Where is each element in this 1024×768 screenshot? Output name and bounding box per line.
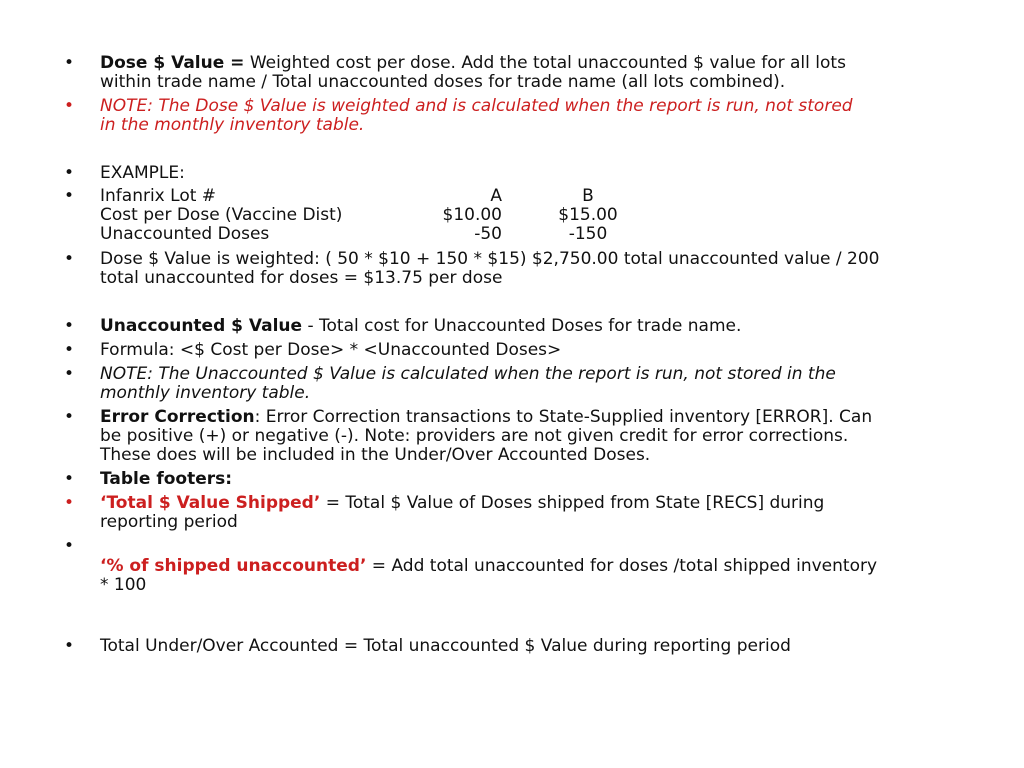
pct-unaccounted-text bbox=[100, 557, 970, 595]
example-row-3-label: Unaccounted Doses bbox=[100, 224, 270, 244]
error-correction-term: Error Correction bbox=[100, 407, 255, 427]
error-correction-text bbox=[100, 408, 970, 465]
unaccounted-value-term: Unaccounted $ Value bbox=[100, 316, 303, 336]
note1-line2: in the monthly inventory table. bbox=[100, 115, 365, 135]
total-shipped-line2: reporting period bbox=[100, 512, 238, 532]
note1-text bbox=[100, 97, 970, 135]
error-correction-line2: be positive (+) or negative (-). Note: providers are not given credit for error corrections. bbox=[100, 426, 849, 446]
pct-unaccounted-line2: * 100 bbox=[100, 575, 147, 595]
pct-unaccounted-line1: = Add total unaccounted for doses /total shipped inventory bbox=[366, 556, 878, 576]
formula-text: Formula: <$ Cost per Dose> * <Unaccounted Doses> bbox=[100, 340, 562, 360]
total-shipped-line1: = Total $ Value of Doses shipped from State [RECS] during bbox=[320, 493, 825, 513]
dose-value-line2: within trade name / Total unaccounted doses for trade name (all lots combined). bbox=[100, 72, 786, 92]
bullet-marker: • bbox=[64, 536, 75, 556]
note2-line2: monthly inventory table. bbox=[100, 383, 311, 403]
error-correction-line3: These does will be included in the Under/Over Accounted Doses. bbox=[100, 445, 651, 465]
bullet-marker: • bbox=[64, 249, 75, 269]
dose-value-line1: Weighted cost per dose. Add the total unaccounted $ value for all lots bbox=[244, 53, 846, 73]
weighted-line1: Dose $ Value is weighted: ( 50 * $10 + 150 * $15) $2,750.00 total unaccounted value / 200 bbox=[100, 249, 880, 269]
total-shipped-text bbox=[100, 494, 970, 532]
example-row-1-b: B bbox=[582, 186, 594, 206]
bullet-marker: • bbox=[64, 636, 75, 656]
unaccounted-value-text bbox=[100, 317, 970, 336]
example-row-2-label: Cost per Dose (Vaccine Dist) bbox=[100, 205, 343, 225]
bullet-marker: • bbox=[64, 186, 75, 206]
weighted-line2: total unaccounted for doses = $13.75 per dose bbox=[100, 268, 503, 288]
dose-value-text bbox=[100, 54, 970, 92]
note1-line1: NOTE: The Dose $ Value is weighted and is calculated when the report is run, not stored bbox=[100, 96, 853, 116]
example-row-2-b: $15.00 bbox=[558, 205, 618, 225]
under-over-text: Total Under/Over Accounted = Total unaccounted $ Value during reporting period bbox=[100, 636, 791, 656]
bullet-marker: • bbox=[64, 316, 75, 336]
dose-value-term: Dose $ Value = bbox=[100, 53, 245, 73]
pct-unaccounted-term: ‘% of shipped unaccounted’ bbox=[100, 556, 367, 576]
example-row-3-a: -50 bbox=[474, 224, 502, 244]
bullet-marker: • bbox=[64, 96, 75, 116]
bullet-marker: • bbox=[64, 163, 75, 183]
bullet-marker: • bbox=[64, 407, 75, 427]
example-label: EXAMPLE: bbox=[100, 163, 185, 183]
note2-line1: NOTE: The Unaccounted $ Value is calculated when the report is run, not stored in the bbox=[100, 364, 836, 384]
bullet-marker: • bbox=[64, 340, 75, 360]
total-shipped-term: ‘Total $ Value Shipped’ bbox=[100, 493, 321, 513]
bullet-marker: • bbox=[64, 53, 75, 73]
bullet-marker: • bbox=[64, 364, 75, 384]
example-row-1-label: Infanrix Lot # bbox=[100, 186, 217, 206]
weighted-text bbox=[100, 250, 970, 288]
note2-text bbox=[100, 365, 970, 403]
example-table bbox=[100, 187, 970, 244]
example-row-3-b: -150 bbox=[568, 224, 608, 244]
bullet-marker: • bbox=[64, 493, 75, 513]
unaccounted-value-desc: - Total cost for Unaccounted Doses for trade name. bbox=[302, 316, 742, 336]
example-row-1-a: A bbox=[490, 186, 502, 206]
example-row-2-a: $10.00 bbox=[442, 205, 502, 225]
table-footers-label: Table footers: bbox=[100, 469, 233, 489]
bullet-marker: • bbox=[64, 469, 75, 489]
error-correction-line1: : Error Correction transactions to State-Supplied inventory [ERROR]. Can bbox=[254, 407, 873, 427]
